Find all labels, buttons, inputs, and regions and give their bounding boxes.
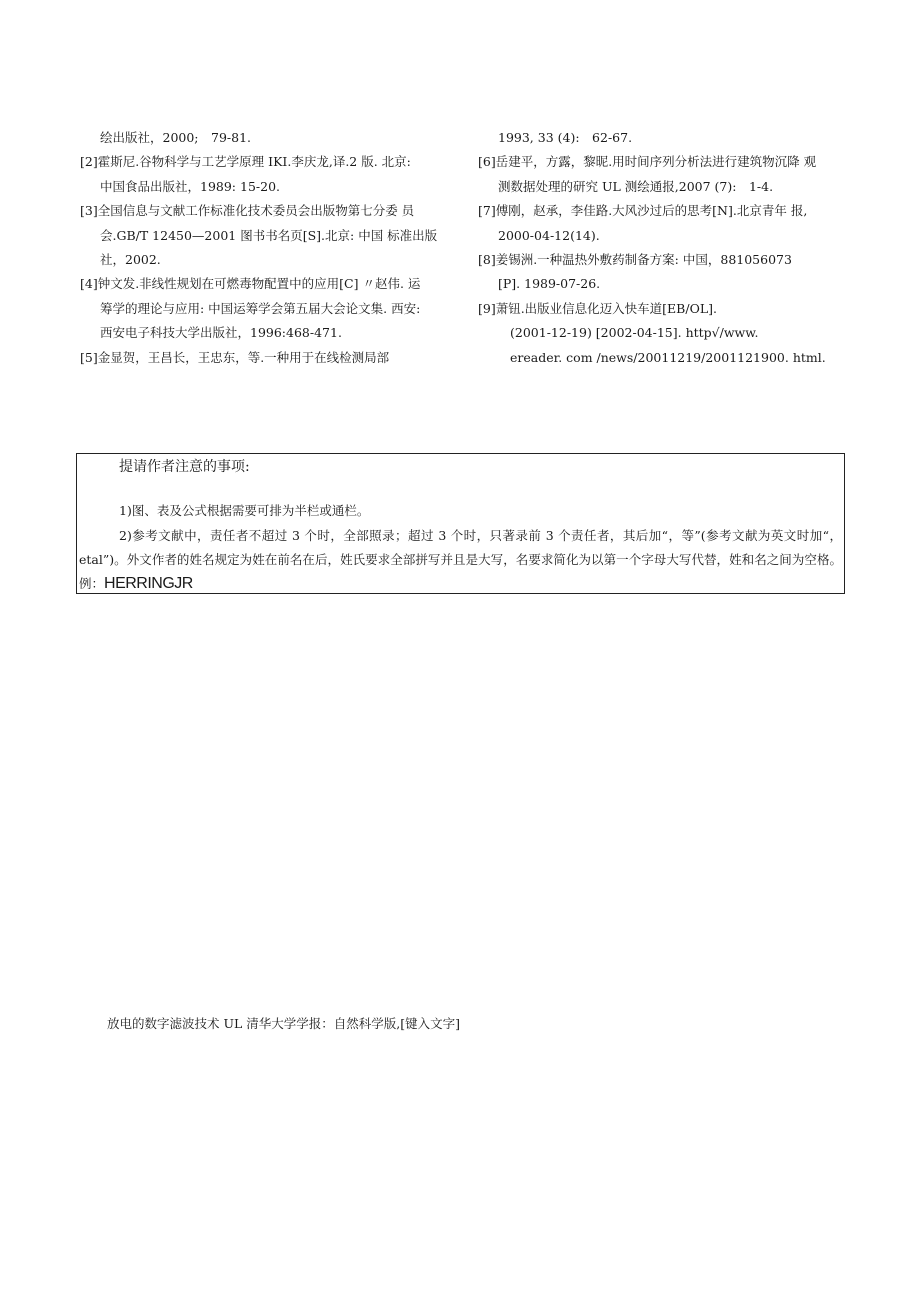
- references-right-line: 1993, 33 (4): 62-67.: [498, 130, 633, 145]
- references-left-line: 中国食品出版社，1989: 15-20.: [100, 178, 281, 194]
- references-right-line: ereader. com /news/20011219/2001121900. html.: [510, 349, 826, 365]
- references-left-line: 西安电子科技大学出版社，1996:468-471.: [100, 325, 342, 341]
- references-right-line: 2000-04-12(14).: [498, 227, 600, 243]
- references-left-line: 会.GB/T 12450—2001 图书书名页[S].北京: 中国 标准出版: [100, 227, 438, 243]
- notice-item-2-text: 2)参考文献中，责任者不超过 3 个时，全部照录；超过 3 个时，只著录前 3 个责任者，其后加“，等”(参考文献为英文时加“，etal”)。外文作者的姓名规定为姓在前名在后，姓氏要求全部拼写并且是大写，名要求简化为以第一个字母大写代替，姓和名之间为空格。例：: [79, 528, 842, 591]
- references-left-line: [5]金显贺，王昌长，王忠东，等.一种用于在线检测局部: [80, 349, 390, 365]
- author-notice-box: [76, 453, 845, 594]
- notice-title: 提请作者注意的事项:: [119, 459, 250, 475]
- references-left-line: [3]全国信息与文献工作标准化技术委员会出版物第七分委 员: [80, 203, 415, 219]
- references-left-line: [2]霍斯尼.谷物科学与工艺学原理 IKI.李庆龙,译.2 版. 北京:: [80, 154, 411, 170]
- references-left-line: 社，2002.: [100, 252, 161, 268]
- references-right-line: [P]. 1989-07-26.: [498, 276, 601, 292]
- references-right-line: [9]萧钮.出版业信息化迈入快车道[EB/OL].: [478, 300, 717, 316]
- references-right-line: [8]姜锡洲.一种温热外敷药制备方案: 中国，881056073: [478, 252, 792, 268]
- references-right-column: [478, 126, 858, 370]
- references-left-line: 绘出版社，2000; 79-81.: [100, 130, 252, 145]
- references-left-line: [4]钟文发.非线性规划在可燃毒物配置中的应用[C] 〃赵伟. 运: [80, 276, 421, 292]
- references-left-column: [80, 126, 460, 370]
- footer-text: 放电的数字滤波技术 UL 清华大学学报：自然科学版,[键入文字]: [107, 1016, 461, 1031]
- notice-example-name: HERRINGJR: [104, 575, 193, 592]
- notice-item-1: 1)图、表及公式根据需要可排为半栏或通栏。: [119, 503, 370, 518]
- references-right-line: [6]岳建平，方露，黎昵.用时间序列分析法进行建筑物沉降 观: [478, 154, 817, 170]
- references-right-line: (2001-12-19) [2002-04-15]. http√/www.: [510, 325, 759, 341]
- references-right-line: 测数据处理的研究 UL 测绘通报,2007 (7): 1-4.: [498, 178, 774, 194]
- references-right-line: [7]傅刚，赵承，李佳路.大风沙过后的思考[N].北京青年 报,: [478, 203, 808, 219]
- notice-item-2: [77, 524, 844, 596]
- references-left-line: 筹学的理论与应用: 中国运筹学会第五届大会论文集. 西安:: [100, 300, 421, 316]
